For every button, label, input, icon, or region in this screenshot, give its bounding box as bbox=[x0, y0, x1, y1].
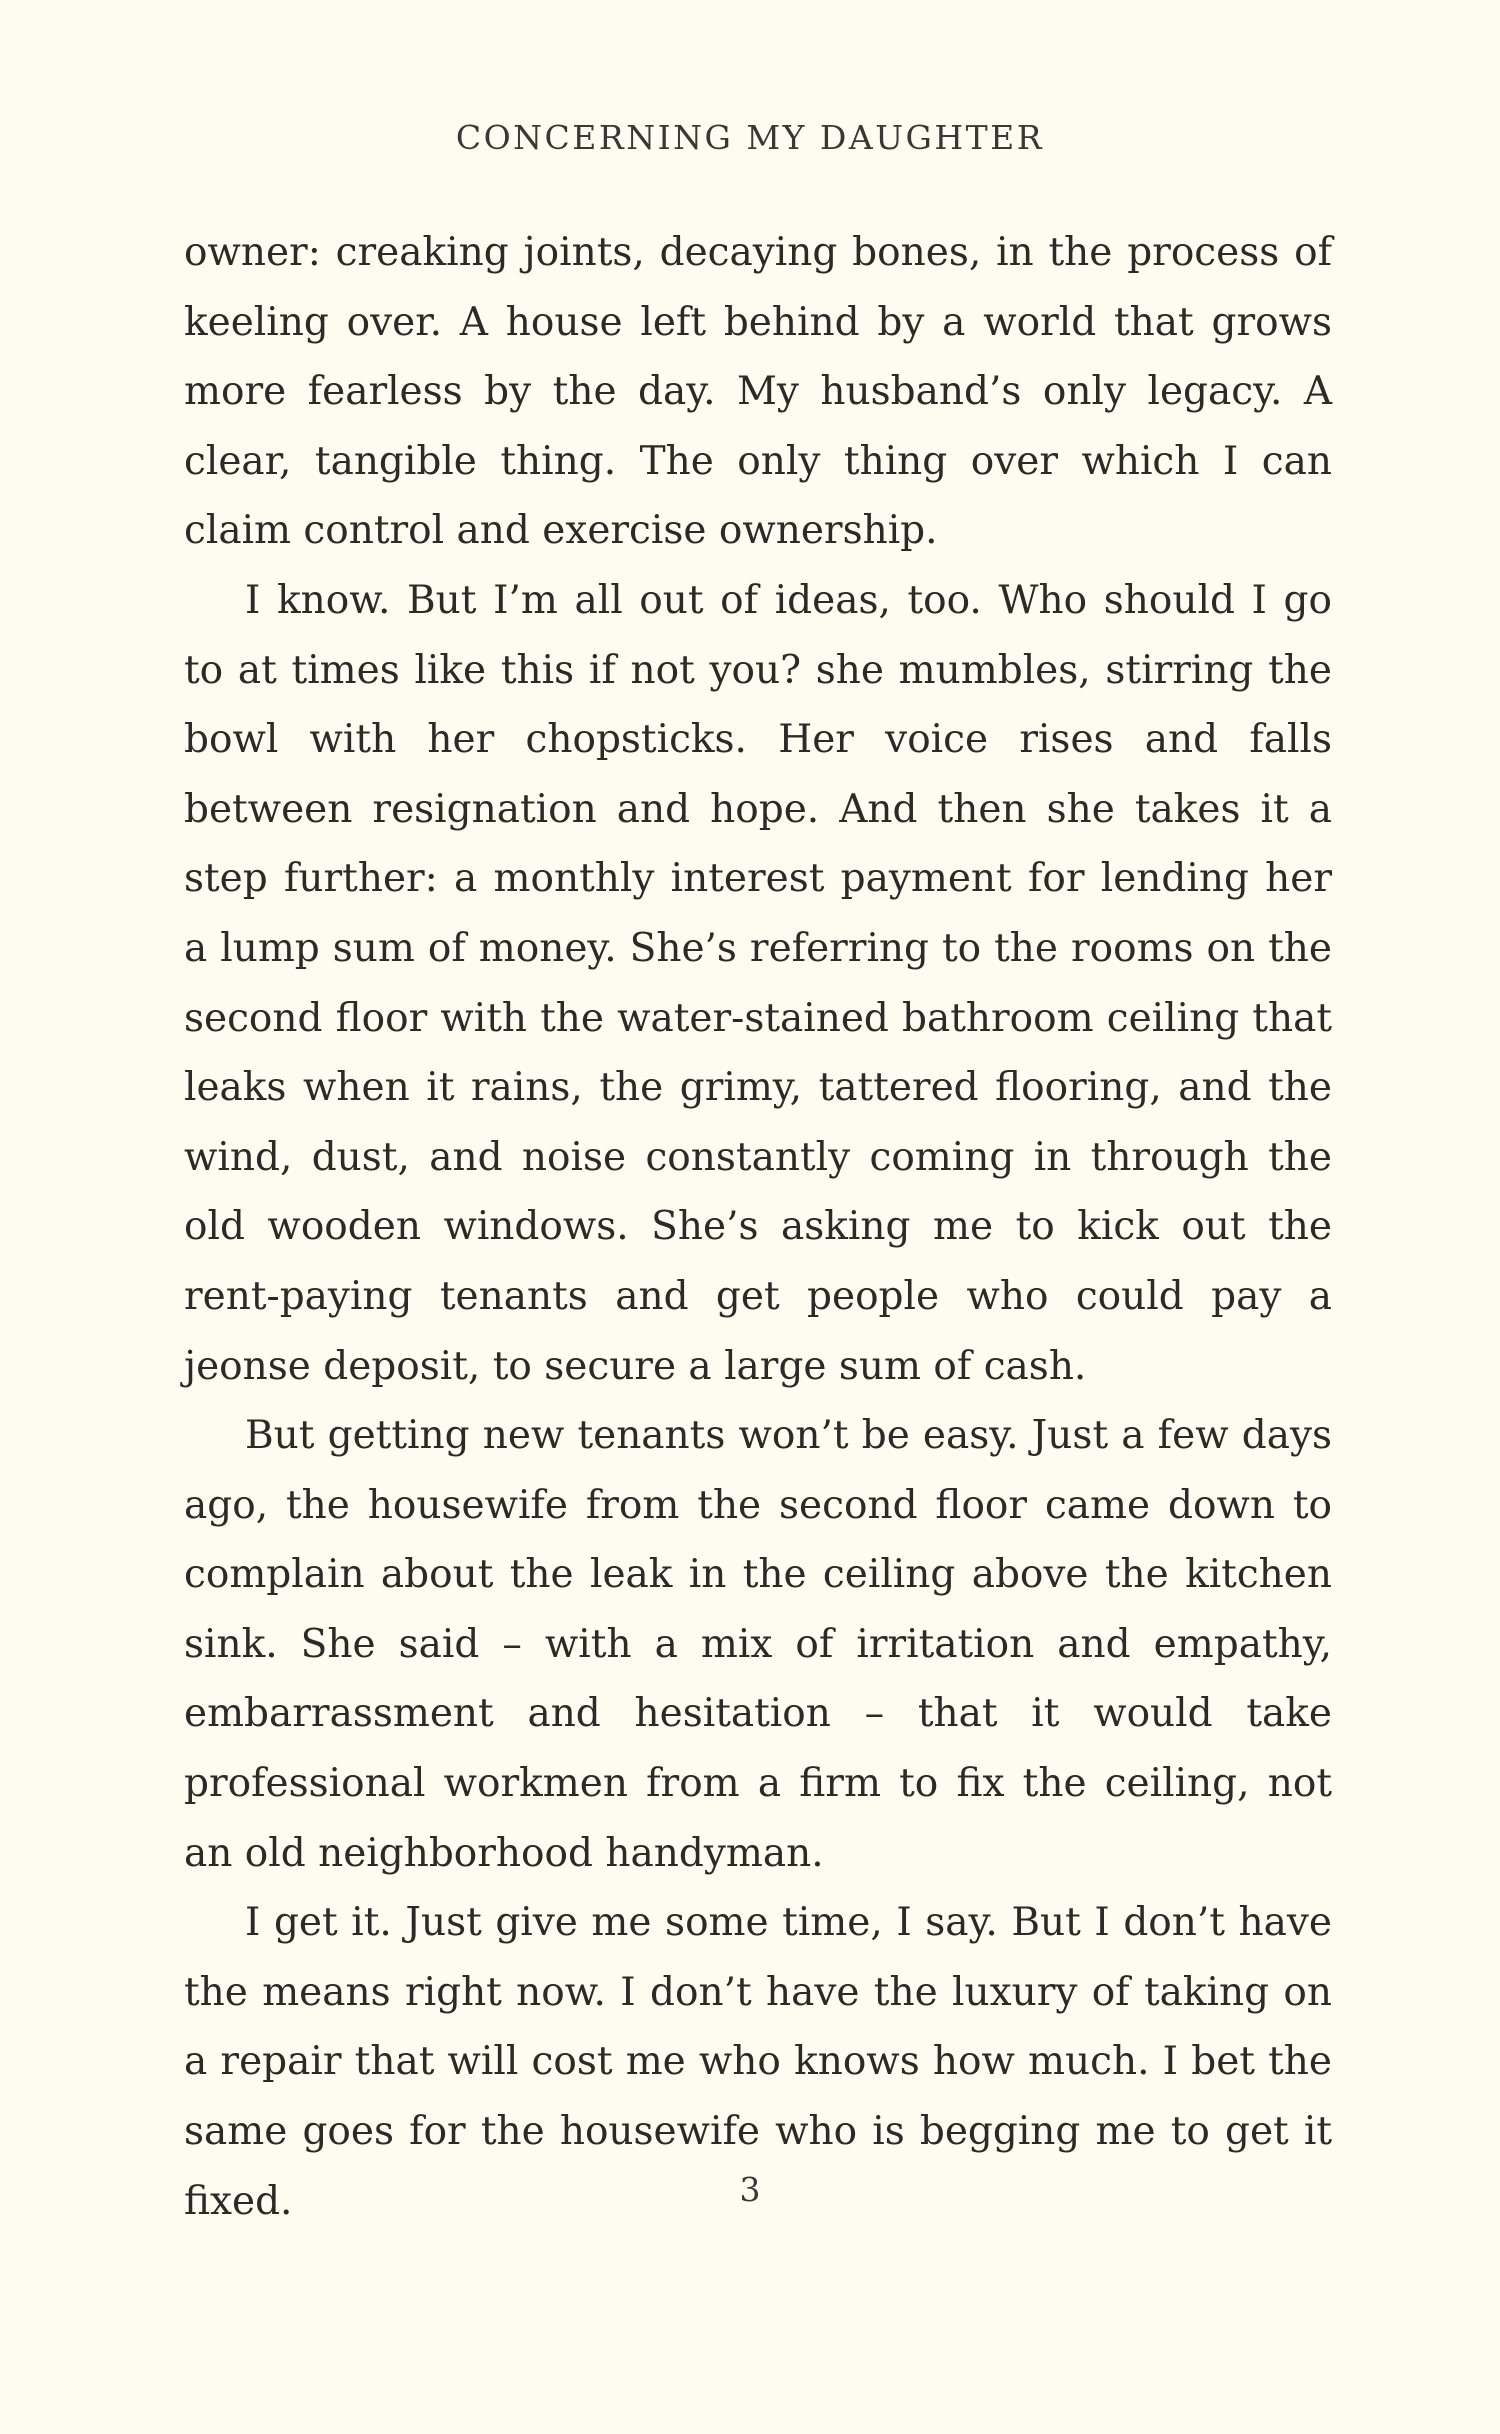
body-text bbox=[184, 218, 1332, 2236]
paragraph-3: But getting new tenants won’t be easy. Just a few days ago, the housewife from the second floor came down to complain about the leak in the ceiling above the kitchen sink. She said – with a mix of irritation and empathy, embarrassment and hesitation – that it would take professional workmen from a firm to fix the ceiling, not an old neighborhood handyman. bbox=[184, 1413, 1332, 1876]
paragraph-4: I get it. Just give me some time, I say. But I don’t have the means right now. I don’t have the luxury of taking on a repair that will cost me who knows how much. I bet the same goes for the housewife who is begging me to get it fixed. bbox=[184, 1900, 1332, 2224]
running-head: CONCERNING MY DAUGHTER bbox=[455, 118, 1045, 157]
paragraph-1: owner: creaking joints, decaying bones, in the process of keeling over. A house left behind by a world that grows more fearless by the day. My husband’s only legacy. A clear, tangible thing. The only thing over which I can claim control and exercise ownership. bbox=[184, 230, 1332, 554]
page-number: 3 bbox=[739, 2170, 761, 2209]
paragraph-2: I know. But I’m all out of ideas, too. Who should I go to at times like this if not you? she mumbles, stirring the bowl with her chopsticks. Her voice rises and falls between resignation and hope. And then she takes it a step further: a monthly interest payment for lending her a lump sum of money. She’s referring to the rooms on the second floor with the water-stained bathroom ceiling that leaks when it rains, the grimy, tattered flooring, and the wind, dust, and noise constantly coming in through the old wooden windows. She’s asking me to kick out the rent-paying tenants and get people who could pay a jeonse deposit, to secure a large sum of cash. bbox=[184, 577, 1332, 1389]
